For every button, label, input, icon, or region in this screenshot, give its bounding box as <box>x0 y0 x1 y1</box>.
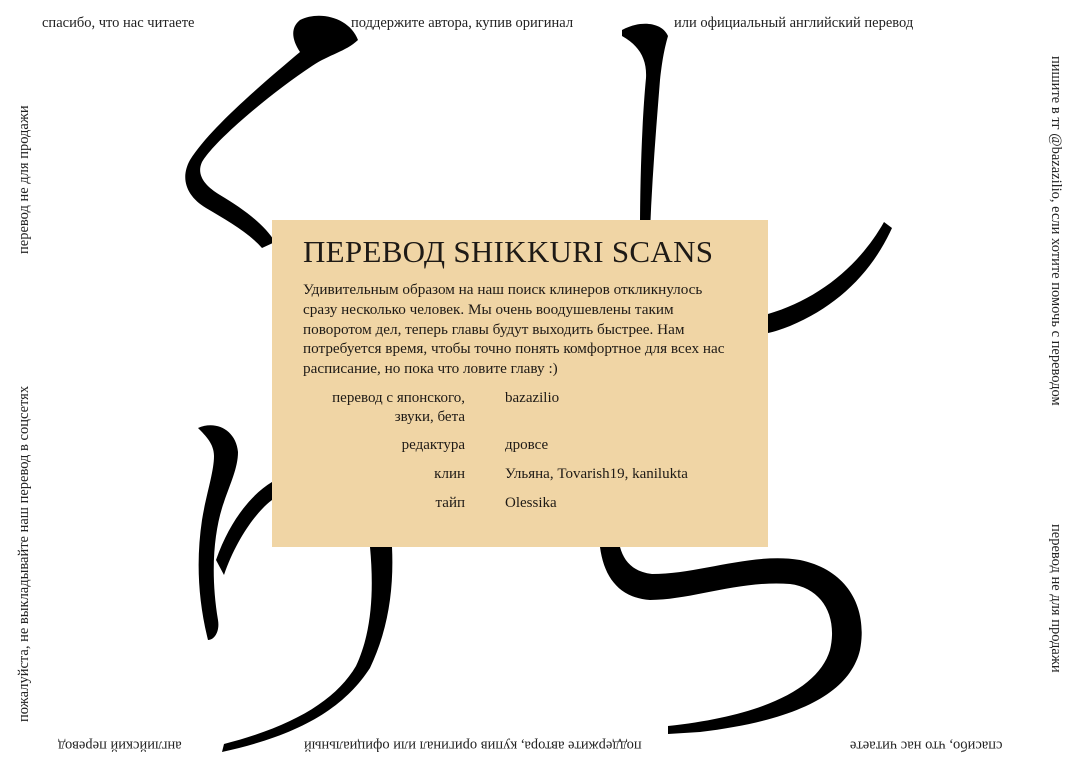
credit-name: дровсе <box>505 437 549 454</box>
watermark-right-not-for-sale: перевод не для продажи <box>1048 524 1064 673</box>
credit-role: клин <box>434 466 465 482</box>
credit-name: Ульяна, Tovarish19, kanilukta <box>505 466 688 482</box>
watermark-top-thanks: спасибо, что нас читаете <box>42 15 195 31</box>
watermark-top-support: поддержите автора, купив оригинал <box>351 15 574 31</box>
glyph-stroke-top-right <box>622 24 668 232</box>
card-announcement: Удивительным образом на наш поиск клинеров откликнулось сразу несколько человек. Мы очень воодушевлены таким поворотом дел, теперь главы будут выходить быстрее. Нам потребуется время, чтобы точно понять комфортное для всех нас расписание, но пока что ловите главу :) <box>303 281 725 377</box>
glyph-stroke-right-sweep <box>768 222 892 333</box>
credit-name: bazazilio <box>505 389 560 406</box>
credits-list <box>303 389 744 523</box>
watermark-bottom-thanks: спасибо, что нас читаете <box>850 737 1003 753</box>
credit-role: тайп <box>435 494 465 511</box>
credit-role: редактура <box>401 437 465 454</box>
watermark-bottom-support: поддержите автора, купив оригинал или официальный <box>304 737 642 753</box>
watermark-bottom-official: английский перевод <box>58 737 182 753</box>
glyph-stroke-bottom-right <box>600 547 862 734</box>
watermark-left-not-for-sale: перевод не для продажи <box>16 105 32 254</box>
credit-role: перевод с японского, звуки, бета <box>332 389 465 425</box>
glyph-stroke-bottom-center <box>222 547 392 752</box>
credit-name: Olessika <box>505 494 557 511</box>
glyph-stroke-top-left <box>185 16 358 248</box>
watermark-top-official: или официальный английский перевод <box>674 15 914 31</box>
card-title: ПЕРЕВОД SHIKKURI SCANS <box>303 234 714 269</box>
credits-card <box>272 220 768 547</box>
watermark-left-no-reposts: пожалуйста, не выкладывайте наш перевод в соцсетях <box>16 385 32 722</box>
watermark-right-contact: пишите в тг @bazazilio, если хотите помочь с переводом <box>1048 56 1064 406</box>
